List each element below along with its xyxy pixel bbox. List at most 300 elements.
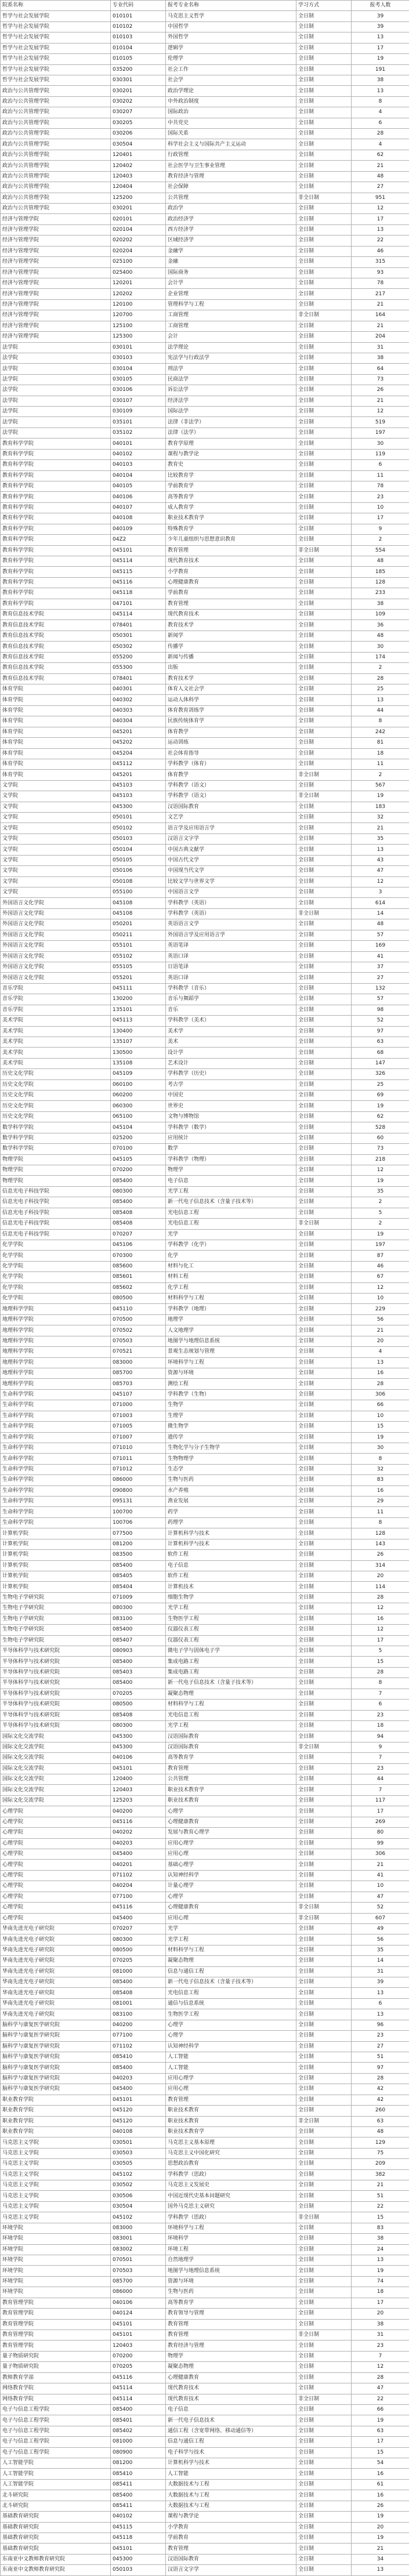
major-code-cell: 125203	[111, 1795, 166, 1806]
major-code-cell: 085400	[111, 1197, 166, 1208]
study-mode-cell: 全日制	[296, 1582, 352, 1592]
major-code-cell: 081000	[111, 2437, 166, 2447]
table-row	[1, 1122, 409, 1133]
table-row	[1, 492, 409, 502]
major-name-cell: 音乐	[166, 1005, 296, 1015]
major-name-cell: 集成电路工程	[166, 1667, 296, 1678]
applicant-count-cell: 60	[352, 1133, 409, 1143]
study-mode-cell: 全日制	[296, 2415, 352, 2426]
study-mode-cell: 全日制	[296, 780, 352, 791]
major-name-cell: 光电信息工程	[166, 1988, 296, 1998]
department-cell: 心理学院	[1, 1870, 111, 1881]
major-code-cell: 085600	[111, 1261, 166, 1271]
major-code-cell: 045105	[111, 1154, 166, 1165]
major-name-cell: 社会医学与卫生事业管理	[166, 161, 296, 171]
applicant-count-cell: 306	[352, 1849, 409, 1859]
department-cell: 半导体科学与技术研究院	[1, 1667, 111, 1678]
study-mode-cell: 全日制	[296, 407, 352, 417]
table-row	[1, 289, 409, 299]
table-row	[1, 1037, 409, 1047]
applicant-count-cell: 26	[352, 1550, 409, 1560]
table-row	[1, 1475, 409, 1486]
major-code-cell: 047101	[111, 599, 166, 609]
major-code-cell: 040302	[111, 695, 166, 705]
study-mode-cell: 全日制	[296, 427, 352, 438]
table-row	[1, 460, 409, 470]
department-cell: 体育学院	[1, 684, 111, 695]
applicant-count-cell: 69	[352, 1090, 409, 1101]
major-name-cell: 行政管理	[166, 150, 296, 160]
major-name-cell: 教育学原理	[166, 439, 296, 449]
study-mode-cell: 全日制	[296, 1069, 352, 1079]
applicant-count-cell: 32	[352, 813, 409, 823]
table-row	[1, 2309, 409, 2319]
department-cell: 体育学院	[1, 695, 111, 705]
study-mode-cell: 全日制	[296, 1849, 352, 1859]
study-mode-cell: 全日制	[296, 2437, 352, 2447]
department-cell: 信息光电子科技学院	[1, 1208, 111, 1218]
study-mode-cell: 全日制	[296, 513, 352, 524]
applicant-count-cell: 26	[352, 385, 409, 396]
applicant-count-cell: 73	[352, 374, 409, 385]
applicant-count-cell: 74	[352, 2276, 409, 2287]
table-row	[1, 374, 409, 385]
table-row	[1, 2404, 409, 2415]
table-row	[1, 1923, 409, 1934]
study-mode-cell: 全日制	[296, 2009, 352, 2020]
applicant-count-cell: 97	[352, 2063, 409, 2073]
department-cell: 环境学院	[1, 2266, 111, 2276]
major-name-cell: 小学教育	[166, 2522, 296, 2532]
department-cell: 美术学院	[1, 1016, 111, 1026]
table-row	[1, 2201, 409, 2212]
department-cell: 地理科学学院	[1, 1357, 111, 1368]
study-mode-cell: 全日制	[296, 1956, 352, 1966]
table-row	[1, 556, 409, 566]
table-row	[1, 1325, 409, 1336]
major-code-cell: 085400	[111, 2063, 166, 2073]
applicant-count-cell: 128	[352, 577, 409, 588]
table-row	[1, 1229, 409, 1240]
table-row	[1, 1998, 409, 2009]
table-row	[1, 1357, 409, 1368]
study-mode-cell: 全日制	[296, 2191, 352, 2201]
applicant-count-cell: 132	[352, 983, 409, 994]
major-name-cell: 学前教育学	[166, 481, 296, 491]
study-mode-cell: 全日制	[296, 2372, 352, 2383]
major-code-cell: 040106	[111, 492, 166, 502]
major-code-cell: 050211	[111, 930, 166, 940]
department-cell: 外国语言文化学院	[1, 919, 111, 930]
study-mode-cell: 全日制	[296, 1614, 352, 1624]
major-name-cell: 课程与教学论	[166, 449, 296, 459]
major-code-cell: 090800	[111, 1486, 166, 1496]
applicant-count-cell: 129	[352, 2137, 409, 2148]
table-row	[1, 1720, 409, 1731]
table-row	[1, 2137, 409, 2148]
study-mode-cell: 全日制	[296, 1560, 352, 1571]
major-name-cell: 基础心理学	[166, 1860, 296, 1870]
major-code-cell: 070200	[111, 1165, 166, 1175]
applicant-count-cell: 314	[352, 1560, 409, 1571]
department-cell: 经济与管理学院	[1, 267, 111, 278]
major-name-cell: 新一代电子信息技术（含量子技术等）	[166, 1197, 296, 1208]
study-mode-cell: 全日制	[296, 1710, 352, 1720]
major-name-cell: 微电子学与固体电子学	[166, 1646, 296, 1656]
major-code-cell: 045201	[111, 727, 166, 737]
department-cell: 经济与管理学院	[1, 299, 111, 310]
applicant-count-cell: 209	[352, 2159, 409, 2169]
department-cell: 华南先进光电子研究院	[1, 1923, 111, 1934]
applicant-count-cell: 7	[352, 1785, 409, 1795]
table-row	[1, 1977, 409, 1988]
major-name-cell: 汉语国际教育	[166, 802, 296, 812]
major-code-cell: 055201	[111, 973, 166, 983]
department-cell: 心理学院	[1, 1903, 111, 1913]
table-row	[1, 54, 409, 64]
department-cell: 外国语言文化学院	[1, 930, 111, 940]
major-name-cell: 水产养殖	[166, 1486, 296, 1496]
major-code-cell: 086000	[111, 1475, 166, 1486]
department-cell: 生命科学学院	[1, 1443, 111, 1453]
major-code-cell: 055100	[111, 887, 166, 898]
table-row	[1, 1817, 409, 1827]
applicant-count-cell: 35	[352, 834, 409, 844]
applicant-count-cell: 46	[352, 246, 409, 256]
department-cell: 人工智能学院	[1, 2479, 111, 2490]
major-code-cell: 085411	[111, 2501, 166, 2511]
major-code-cell: 120201	[111, 278, 166, 288]
department-cell: 法学院	[1, 353, 111, 363]
major-name-cell: 人文地理学	[166, 1325, 296, 1336]
major-name-cell: 中国现当代文学	[166, 866, 296, 876]
major-name-cell: 生物与医药	[166, 2287, 296, 2298]
major-code-cell: 080300	[111, 1720, 166, 1731]
table-row	[1, 1208, 409, 1218]
table-row	[1, 2031, 409, 2041]
study-mode-cell: 全日制	[296, 1261, 352, 1271]
department-cell: 半导体科学与技术研究院	[1, 1646, 111, 1656]
major-code-cell: 070207	[111, 1229, 166, 1240]
major-name-cell: 职业技术教育学	[166, 1785, 296, 1795]
study-mode-cell: 全日制	[296, 2223, 352, 2233]
study-mode-cell: 全日制	[296, 738, 352, 748]
major-name-cell: 诉讼法学	[166, 385, 296, 396]
applicant-count-cell: 7	[352, 2351, 409, 2361]
major-name-cell: 心理学	[166, 1892, 296, 1902]
table-row	[1, 2244, 409, 2255]
applicant-count-cell: 54	[352, 2458, 409, 2469]
major-code-cell: 040304	[111, 716, 166, 727]
study-mode-cell: 全日制	[296, 1785, 352, 1795]
column-header-department: 院系名称	[1, 1, 111, 11]
department-cell: 脑科学与康复医学研究院	[1, 2031, 111, 2041]
applicant-count-cell: 12	[352, 1282, 409, 1293]
applicant-count-cell: 28	[352, 673, 409, 684]
table-row	[1, 1550, 409, 1560]
applicant-count-cell: 21	[352, 823, 409, 834]
study-mode-cell: 全日制	[296, 1603, 352, 1614]
table-row	[1, 2383, 409, 2394]
applicant-count-cell: 39	[352, 21, 409, 32]
applicant-count-cell: 143	[352, 1539, 409, 1549]
major-name-cell: 法学理论	[166, 342, 296, 353]
department-cell: 计算机学院	[1, 1550, 111, 1560]
department-cell: 教育管理学院	[1, 2309, 111, 2319]
table-row	[1, 171, 409, 182]
study-mode-cell: 全日制	[296, 2340, 352, 2351]
study-mode-cell: 全日制	[296, 695, 352, 705]
department-cell: 信息光电子科技学院	[1, 1197, 111, 1208]
table-row	[1, 2437, 409, 2447]
table-row	[1, 1090, 409, 1101]
study-mode-cell: 全日制	[296, 1314, 352, 1325]
major-name-cell: 中国语言文学	[166, 887, 296, 898]
department-cell: 音乐学院	[1, 983, 111, 994]
table-row	[1, 1144, 409, 1154]
study-mode-cell: 全日制	[296, 567, 352, 577]
study-mode-cell: 全日制	[296, 2137, 352, 2148]
major-code-cell: 030107	[111, 396, 166, 406]
major-name-cell: 光学	[166, 1229, 296, 1240]
major-code-cell: 040200	[111, 1806, 166, 1817]
department-cell: 生物电子学研究院	[1, 1603, 111, 1614]
major-code-cell: 045114	[111, 610, 166, 620]
major-code-cell: 080903	[111, 1646, 166, 1656]
department-cell: 计算机学院	[1, 1582, 111, 1592]
study-mode-cell: 全日制	[296, 2148, 352, 2158]
table-row	[1, 2554, 409, 2564]
major-name-cell: 光学工程	[166, 1720, 296, 1731]
applicant-count-cell: 22	[352, 236, 409, 246]
applicant-count-cell: 47	[352, 2383, 409, 2394]
major-name-cell: 外国语言学及应用语言学	[166, 930, 296, 940]
study-mode-cell: 全日制	[296, 21, 352, 32]
study-mode-cell: 全日制	[296, 2447, 352, 2458]
major-name-cell: 国外马克思主义研究	[166, 2201, 296, 2212]
table-row	[1, 1336, 409, 1346]
table-row	[1, 535, 409, 545]
study-mode-cell: 全日制	[296, 855, 352, 865]
major-name-cell: 通信工程（含宽带网络、移动通信等）	[166, 2426, 296, 2436]
department-cell: 历史文化学院	[1, 1101, 111, 1111]
study-mode-cell: 全日制	[296, 2052, 352, 2063]
major-name-cell: 比较教育学	[166, 470, 296, 481]
applicant-count-cell: 63	[352, 2426, 409, 2436]
major-name-cell: 心理健康教育	[166, 1817, 296, 1827]
department-cell: 地理科学学院	[1, 1314, 111, 1325]
major-code-cell: 070207	[111, 1923, 166, 1934]
study-mode-cell: 全日制	[296, 364, 352, 374]
table-row	[1, 139, 409, 150]
major-name-cell: 电子信息	[166, 1560, 296, 1571]
major-name-cell: 语言学及应用语言学	[166, 823, 296, 834]
applicant-count-cell: 97	[352, 1026, 409, 1037]
major-name-cell: 中国哲学	[166, 21, 296, 32]
department-cell: 生命科学学院	[1, 1497, 111, 1507]
major-name-cell: 政治经济学	[166, 214, 296, 224]
study-mode-cell: 全日制	[296, 813, 352, 823]
table-row	[1, 1956, 409, 1966]
applicant-count-cell: 52	[352, 1016, 409, 1026]
applicant-count-cell: 233	[352, 588, 409, 599]
table-row	[1, 1710, 409, 1720]
major-name-cell: 教育管理	[166, 2329, 296, 2340]
major-code-cell: 080900	[111, 2447, 166, 2458]
department-cell: 经济与管理学院	[1, 224, 111, 235]
applicant-count-cell: 21	[352, 1325, 409, 1336]
applicant-count-cell: 29	[352, 1497, 409, 1507]
department-cell: 哲学与社会发展学院	[1, 54, 111, 64]
major-name-cell: 学科教学（美术）	[166, 1016, 296, 1026]
major-name-cell: 学科教学（历史）	[166, 1069, 296, 1079]
applicant-count-cell: 16	[352, 1486, 409, 1496]
major-name-cell: 艺术设计	[166, 1058, 296, 1068]
major-name-cell: 材料科学与工程	[166, 1294, 296, 1304]
major-name-cell: 材料科学与工程	[166, 1700, 296, 1710]
table-row	[1, 1079, 409, 1090]
major-name-cell: 经济法学	[166, 396, 296, 406]
study-mode-cell: 全日制	[296, 524, 352, 534]
major-code-cell: 086000	[111, 2287, 166, 2298]
department-cell: 历史文化学院	[1, 1079, 111, 1090]
major-name-cell: 新闻与传播	[166, 652, 296, 662]
study-mode-cell: 全日制	[296, 1507, 352, 1517]
major-code-cell: 081000	[111, 1966, 166, 1977]
major-name-cell: 马克思主义哲学	[166, 11, 296, 21]
applicant-count-cell: 21	[352, 2180, 409, 2191]
department-cell: 化学学院	[1, 1294, 111, 1304]
major-code-cell: 085408	[111, 1208, 166, 1218]
study-mode-cell: 全日制	[296, 1464, 352, 1474]
table-row	[1, 396, 409, 406]
table-row	[1, 2522, 409, 2532]
department-cell: 教育科学学院	[1, 481, 111, 491]
major-name-cell: 英语语言文学	[166, 919, 296, 930]
applicant-count-cell: 183	[352, 802, 409, 812]
applicant-count-cell: 51	[352, 2052, 409, 2063]
major-code-cell: 070100	[111, 1144, 166, 1154]
major-name-cell: 通信与信息系统	[166, 1998, 296, 2009]
major-code-cell: 070501	[111, 2255, 166, 2266]
applicant-count-cell: 26	[352, 2501, 409, 2511]
major-code-cell: 040109	[111, 524, 166, 534]
major-name-cell: 化学	[166, 1251, 296, 1261]
column-header-study-mode: 学习方式	[296, 1, 352, 11]
department-cell: 国际文化交流学院	[1, 1753, 111, 1763]
applicant-count-cell: 41	[352, 1870, 409, 1881]
table-row	[1, 278, 409, 288]
major-code-cell: 030104	[111, 364, 166, 374]
table-row	[1, 32, 409, 43]
study-mode-cell: 全日制	[296, 1154, 352, 1165]
major-code-cell: 020104	[111, 224, 166, 235]
major-name-cell: 伦理学	[166, 54, 296, 64]
department-cell: 信息光电子科技学院	[1, 1229, 111, 1240]
study-mode-cell: 全日制	[296, 2020, 352, 2030]
major-name-cell: 教育管理	[166, 1763, 296, 1774]
study-mode-cell: 全日制	[296, 278, 352, 288]
table-row	[1, 150, 409, 160]
table-row	[1, 1560, 409, 1571]
major-code-cell: 050201	[111, 919, 166, 930]
major-name-cell: 现代教育技术	[166, 2383, 296, 2394]
major-name-cell: 电子科学与技术	[166, 2447, 296, 2458]
table-row	[1, 353, 409, 363]
major-code-cell: 085410	[111, 2469, 166, 2479]
major-code-cell: 045120	[111, 2106, 166, 2116]
major-code-cell: 077100	[111, 1892, 166, 1902]
major-code-cell: 040107	[111, 502, 166, 513]
major-name-cell: 电子信息	[166, 2404, 296, 2415]
table-row	[1, 2041, 409, 2052]
applicant-count-cell: 13	[352, 695, 409, 705]
table-row	[1, 823, 409, 834]
table-row	[1, 1903, 409, 1913]
applicant-count-cell: 7	[352, 1689, 409, 1699]
table-row	[1, 64, 409, 75]
major-code-cell: 060200	[111, 1090, 166, 1101]
major-name-cell: 运动人体科学	[166, 695, 296, 705]
department-cell: 马克思主义学院	[1, 2159, 111, 2169]
department-cell: 哲学与社会发展学院	[1, 75, 111, 85]
table-row	[1, 845, 409, 855]
study-mode-cell: 全日制	[296, 64, 352, 75]
major-name-cell: 体育教学	[166, 727, 296, 737]
applicant-count-cell: 2	[352, 1197, 409, 1208]
table-row	[1, 802, 409, 812]
department-cell: 地理科学学院	[1, 1325, 111, 1336]
major-code-cell: 070205	[111, 1956, 166, 1966]
major-name-cell: 出版	[166, 663, 296, 673]
table-row	[1, 1304, 409, 1314]
major-name-cell: 金融	[166, 257, 296, 267]
study-mode-cell: 全日制	[296, 460, 352, 470]
applicant-count-cell: 48	[352, 171, 409, 182]
major-code-cell: 040200	[111, 2020, 166, 2030]
study-mode-cell: 全日制	[296, 2063, 352, 2073]
major-code-cell: 070521	[111, 1347, 166, 1357]
department-cell: 外国语言文化学院	[1, 898, 111, 908]
table-row	[1, 2501, 409, 2511]
major-code-cell: 050105	[111, 855, 166, 865]
major-code-cell: 071010	[111, 1443, 166, 1453]
table-row	[1, 1454, 409, 1464]
applicant-count-cell: 242	[352, 727, 409, 737]
major-name-cell: 应用心理	[166, 1913, 296, 1923]
study-mode-cell: 全日制	[296, 2404, 352, 2415]
department-cell: 法学院	[1, 407, 111, 417]
study-mode-cell: 全日制	[296, 1763, 352, 1774]
major-code-cell: 130400	[111, 1026, 166, 1037]
applicant-count-cell: 62	[352, 150, 409, 160]
major-code-cell: 130200	[111, 994, 166, 1005]
major-code-cell: 045116	[111, 1903, 166, 1913]
applicant-count-cell: 38	[352, 2319, 409, 2329]
table-row	[1, 2479, 409, 2490]
applicant-count-cell: 4	[352, 107, 409, 118]
study-mode-cell: 全日制	[296, 289, 352, 299]
major-code-cell: 025200	[111, 1133, 166, 1143]
major-code-cell: 100700	[111, 1507, 166, 1517]
study-mode-cell: 全日制	[296, 1101, 352, 1111]
table-row	[1, 1016, 409, 1026]
applicant-count-cell: 42	[352, 2095, 409, 2105]
table-row	[1, 204, 409, 214]
major-code-cell: 020204	[111, 246, 166, 256]
department-cell: 心理学院	[1, 1838, 111, 1849]
department-cell: 政治与公共管理学院	[1, 96, 111, 107]
